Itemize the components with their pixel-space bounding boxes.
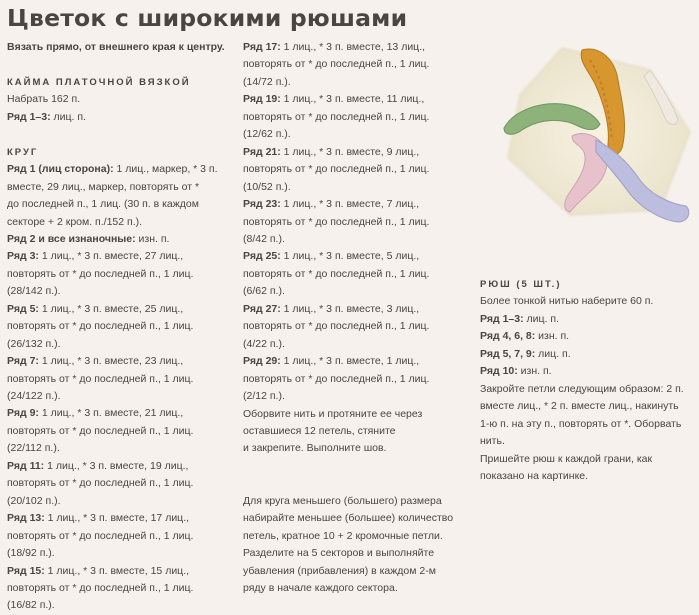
ruffle-row	[480, 311, 694, 328]
size-note-line: набирайте меньшее (большее) количество	[243, 512, 454, 525]
row-label: Ряд 4, 6, 8:	[480, 330, 536, 343]
row-text: повторять от * до последней п., 1 лиц.	[7, 529, 194, 542]
row-text: 1 лиц., * 3 п. вместе, 11 лиц.,	[280, 93, 425, 106]
row-text: изн. п.	[135, 232, 170, 245]
row-text: повторять от * до последней п., 1 лиц.	[7, 424, 194, 437]
row-text: 1 лиц., * 3 п. вместе, 25 лиц.,	[38, 302, 184, 315]
row-text: повторять от * до последней п., 1 лиц.	[7, 320, 194, 333]
finish-instructions	[243, 406, 475, 458]
row-text: повторять от * до последней п., 1 лиц.	[243, 320, 430, 333]
row-text: повторять от * до последней п., 1 лиц.	[7, 477, 194, 490]
finish-line: Оборвите нить и протяните ее через	[243, 407, 423, 420]
attach-line: Пришейте рюш к каждой грани, как	[480, 452, 653, 465]
kaima-cast-on: Набрать 162 п.	[7, 93, 81, 106]
row-label: Ряд 7:	[7, 355, 39, 368]
size-note-line: ряду в начале каждого сектора.	[243, 582, 398, 595]
row-text: 1 лиц., * 3 п. вместе, 3 лиц.,	[280, 302, 420, 315]
attach-line: показано на картинке.	[480, 469, 589, 482]
row-text: (14/72 п.).	[243, 75, 291, 88]
row-text: повторять от * до последней п., 1 лиц.	[243, 215, 430, 228]
instruction-row	[243, 91, 475, 143]
section-heading-ruffle: РЮШ (5 ШТ.)	[480, 279, 562, 290]
row-label: Ряд 9:	[7, 407, 39, 420]
row-text: (26/132 п.).	[7, 337, 61, 350]
row-text: 1 лиц., * 3 п. вместе, 1 лиц.,	[280, 355, 420, 368]
row-label: Ряд 2 и все изнаночные:	[7, 232, 136, 245]
size-note-line: убавления (прибавления) в каждом 2-м	[243, 564, 436, 577]
row-label: Ряд 13:	[7, 512, 45, 525]
row-text: повторять от * до последней п., 1 лиц.	[243, 110, 430, 123]
row-text: 1 лиц., * 3 п. вместе, 17 лиц.,	[44, 512, 190, 525]
instruction-row	[243, 144, 475, 196]
row-text: повторять от * до последней п., 1 лиц.	[7, 582, 194, 595]
size-note	[243, 493, 475, 598]
ruffle-close-instructions	[480, 381, 694, 451]
close-line: 1-ю п. на эту п., повторять от *. Оборвать	[480, 417, 682, 430]
size-note-line: Для круга меньшего (большего) размера	[243, 494, 442, 507]
row-text: 1 лиц., * 3 п. вместе, 27 лиц.,	[38, 250, 184, 263]
row-text: 1 лиц., * 3 п. вместе, 19 лиц.,	[44, 459, 189, 472]
row-text: (4/22 п.).	[243, 337, 285, 350]
ruffle-row	[480, 363, 694, 380]
kaima-rows: Ряд 1–3: лиц. п.	[7, 110, 86, 123]
row-text: (12/62 п.).	[243, 128, 291, 141]
row-label: Ряд 19:	[243, 93, 281, 106]
krug-rows-part2	[243, 39, 475, 406]
row-text: повторять от * до последней п., 1 лиц.	[243, 58, 430, 71]
finish-line: и закрепите. Выполните шов.	[243, 442, 387, 455]
column-middle	[243, 39, 475, 597]
ruffle-row	[480, 328, 694, 345]
row-text: повторять от * до последней п., 1 лиц.	[243, 372, 430, 385]
flower-photo	[500, 40, 699, 250]
row-label: Ряд 5:	[7, 302, 39, 315]
row-text: 1 лиц., * 3 п. вместе, 9 лиц.,	[280, 145, 420, 158]
row-text: (20/102 п.).	[7, 494, 61, 507]
size-note-line: Разделите на 5 секторов и выполняйте	[243, 547, 435, 560]
instruction-row	[7, 563, 237, 615]
row-text: изн. п.	[535, 330, 570, 343]
instruction-row	[7, 458, 237, 510]
instruction-row	[7, 301, 237, 353]
row-text: 1 лиц., * 3 п. вместе, 5 лиц.,	[280, 250, 420, 263]
row-text: 1 лиц., маркер, * 3 п.	[113, 163, 218, 176]
intro-text: Вязать прямо, от внешнего края к центру.	[7, 41, 225, 53]
row-label: Ряд 10:	[480, 365, 518, 378]
row-text: до последней п., 1 лиц. (30 п. в каждом	[7, 198, 199, 211]
page-title: Цветок с широкими рюшами	[7, 4, 408, 32]
row-text: 1 лиц., * 3 п. вместе, 23 лиц.,	[38, 355, 184, 368]
section-heading-krug: КРУГ	[7, 146, 39, 158]
close-line: вместе лиц., * 2 п. вместе лиц., накинуть	[480, 400, 679, 413]
instruction-row	[7, 353, 237, 405]
row-text: 1 лиц., * 3 п. вместе, 21 лиц.,	[38, 407, 184, 420]
row-text: 1 лиц., * 3 п. вместе, 13 лиц.,	[280, 41, 426, 53]
row-text: (8/42 п.).	[243, 232, 285, 245]
instruction-row	[243, 196, 475, 248]
row-text: повторять от * до последней п., 1 лиц.	[243, 267, 430, 280]
column-right	[480, 276, 694, 485]
instruction-row	[243, 353, 475, 405]
row-label: Ряд 25:	[243, 250, 281, 263]
instruction-row	[7, 161, 237, 231]
instruction-row	[7, 248, 237, 300]
row-text: лиц. п.	[535, 347, 571, 360]
row-label: Ряд 5, 7, 9:	[480, 347, 536, 360]
row-text: секторе + 2 кром. п./152 п.).	[7, 215, 143, 228]
size-note-line: петель, кратное 10 + 2 кромочные петли.	[243, 529, 443, 542]
finish-line: оставшиеся 12 петель, стяните	[243, 424, 396, 437]
row-text: (6/62 п.).	[243, 285, 285, 298]
ruffle-cast-on: Более тонкой нитью наберите 60 п.	[480, 295, 654, 308]
row-text: 1 лиц., * 3 п. вместе, 7 лиц.,	[280, 198, 420, 211]
column-left	[7, 39, 237, 615]
row-label: Ряд 21:	[243, 145, 281, 158]
row-label: Ряд 29:	[243, 355, 281, 368]
instruction-row	[7, 510, 237, 562]
row-text: (24/122 п.).	[7, 390, 61, 403]
krug-rows-part1	[7, 161, 237, 615]
instruction-row	[243, 301, 475, 353]
row-label: Ряд 1–3:	[480, 312, 524, 325]
close-line: нить.	[480, 435, 505, 448]
row-text: (18/92 п.).	[7, 547, 55, 560]
section-heading-kaima: КАЙМА ПЛАТОЧНОЙ ВЯЗКОЙ	[7, 76, 191, 88]
row-text: (22/112 п.).	[7, 442, 60, 455]
ruffle-row	[480, 346, 694, 363]
row-text: лиц. п.	[523, 312, 559, 325]
row-text: (16/82 п.).	[7, 599, 55, 612]
instruction-row	[7, 231, 237, 248]
ruffle-attach-instructions	[480, 451, 694, 486]
row-label: Ряд 1 (лиц сторона):	[7, 163, 114, 176]
row-label: Ряд 27:	[243, 302, 281, 315]
row-text: (2/12 п.).	[243, 390, 285, 403]
ruffle-rows	[480, 311, 694, 381]
row-text: (10/52 п.).	[243, 180, 291, 193]
row-text: изн. п.	[517, 365, 552, 378]
instruction-row	[243, 248, 475, 300]
row-label: Ряд 3:	[7, 250, 39, 263]
instruction-row	[243, 39, 475, 91]
row-label: Ряд 17:	[243, 41, 281, 53]
row-text: вместе, 29 лиц., маркер, повторять от *	[7, 180, 200, 193]
close-line: Закройте петли следующим образом: 2 п.	[480, 382, 684, 395]
row-text: 1 лиц., * 3 п. вместе, 15 лиц.,	[44, 564, 190, 577]
row-text: повторять от * до последней п., 1 лиц.	[243, 163, 430, 176]
row-text: (28/142 п.).	[7, 285, 61, 298]
row-text: повторять от * до последней п., 1 лиц.	[7, 267, 194, 280]
row-label: Ряд 15:	[7, 564, 45, 577]
instruction-row	[7, 405, 237, 457]
row-label: Ряд 23:	[243, 198, 281, 211]
row-label: Ряд 11:	[7, 459, 45, 472]
row-text: повторять от * до последней п., 1 лиц.	[7, 372, 194, 385]
